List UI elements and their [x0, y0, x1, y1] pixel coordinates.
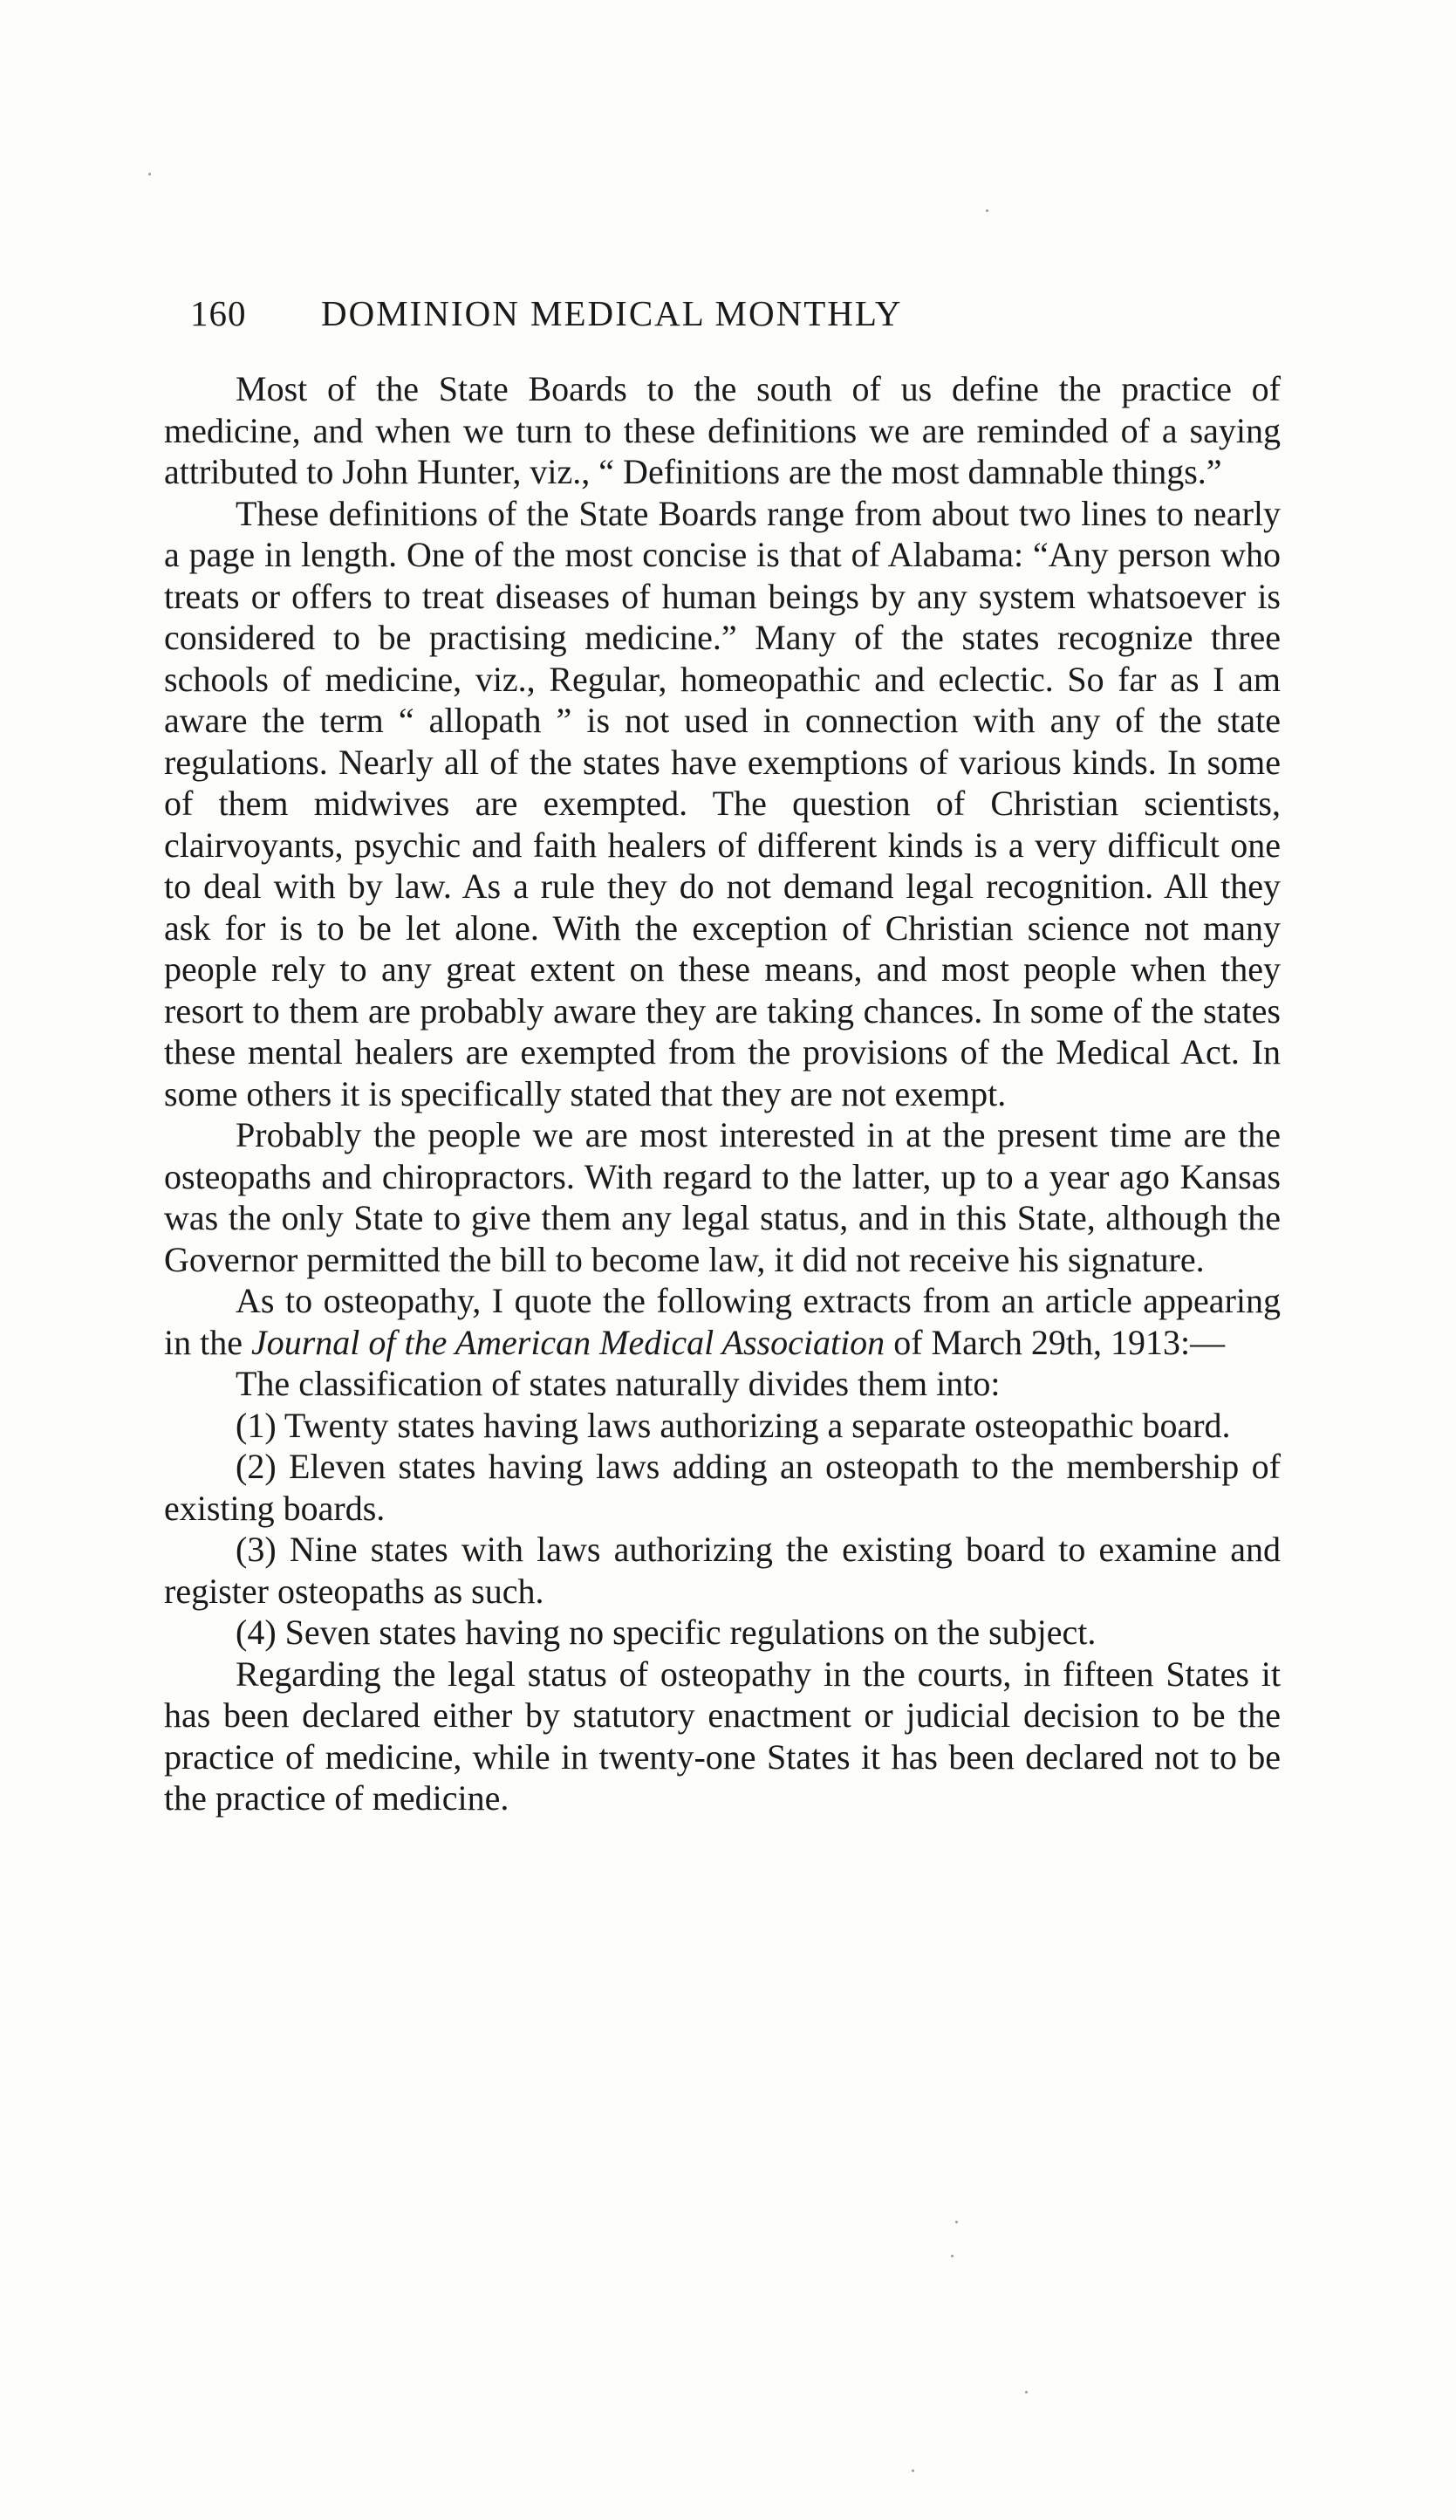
page-number: 160	[190, 293, 247, 333]
paragraph-legal-status: Regarding the legal status of osteopathy in the courts, in fifteen States it has been declared either by statutory enactment or judicial decision to be the practice of medicine, while in twenty-one States it has been declared not to be the practice of medicine.	[164, 1654, 1281, 1818]
list-item: (3) Nine states with laws authorizing the existing board to examine and register osteopaths as such.	[164, 1530, 1281, 1611]
scan-speck	[951, 2255, 954, 2257]
list-item: (4) Seven states having no specific regulations on the subject.	[236, 1613, 1097, 1652]
paragraph-state-boards: Most of the State Boards to the south of us define the practice of medicine, and when we turn to these definitions we are reminded of a saying attributed to John Hunter, viz., “ Definitions are the most damnable things.”	[164, 369, 1281, 491]
paragraph-osteopaths-chiropractors: Probably the people we are most interested in at the present time are the osteopaths and chiropractors. With regard to the latter, up to a year ago Kansas was the only State to give them any legal status, and in this State, although the Governor permitted the bill to become law, it did not receive his signature.	[164, 1115, 1281, 1279]
paragraph-quote-intro	[164, 1280, 1281, 1363]
scan-speck	[1025, 2391, 1028, 2393]
page-header	[190, 292, 1281, 345]
scan-speck	[148, 173, 151, 175]
article-body	[164, 368, 1281, 1819]
quote-intro-before: As to osteopathy, I quote the following extracts from an article appearing in the	[164, 1281, 1281, 1362]
paragraph-classification: The classification of states naturally divides them into:	[236, 1364, 1001, 1403]
list-item: (2) Eleven states having laws adding an osteopath to the membership of existing boards.	[164, 1447, 1281, 1528]
list-item: (1) Twenty states having laws authorizing a separate osteopathic board.	[236, 1405, 1231, 1445]
scan-speck	[986, 209, 988, 212]
running-head: DOMINION MEDICAL MONTHLY	[321, 293, 903, 333]
quote-intro-after: of March 29th, 1913:—	[885, 1322, 1226, 1362]
paragraph-definitions: These definitions of the State Boards range from about two lines to nearly a page in length. One of the most concise is that of Alabama: “Any person who treats or offers to treat diseases of human beings by any system whatsoever is considered to be practising medicine.” Many of the states recognize three schools of medicine, viz., Regular, homeopathic and eclectic. So far as I am aware the term “ allopath ” is not used in connection with any of the state regulations. Nearly all of the states have exemptions of various kinds. In some of them midwives are exempted. The question of Christian scientists, clairvoyants, psychic and faith healers of different kinds is a very difficult one to deal with by law. As a rule they do not demand legal recognition. All they ask for is to be let alone. With the exception of Christian science not many people rely to any great extent on these means, and most people when they resort to them are probably aware they are taking chances. In some of the states these mental healers are exempted from the provisions of the Medical Act. In some others it is specifically stated that they are not exempt.	[164, 493, 1281, 1113]
scan-speck	[955, 2221, 958, 2223]
scan-speck	[912, 2469, 914, 2472]
journal-title: Journal of the American Medical Association	[250, 1322, 885, 1362]
